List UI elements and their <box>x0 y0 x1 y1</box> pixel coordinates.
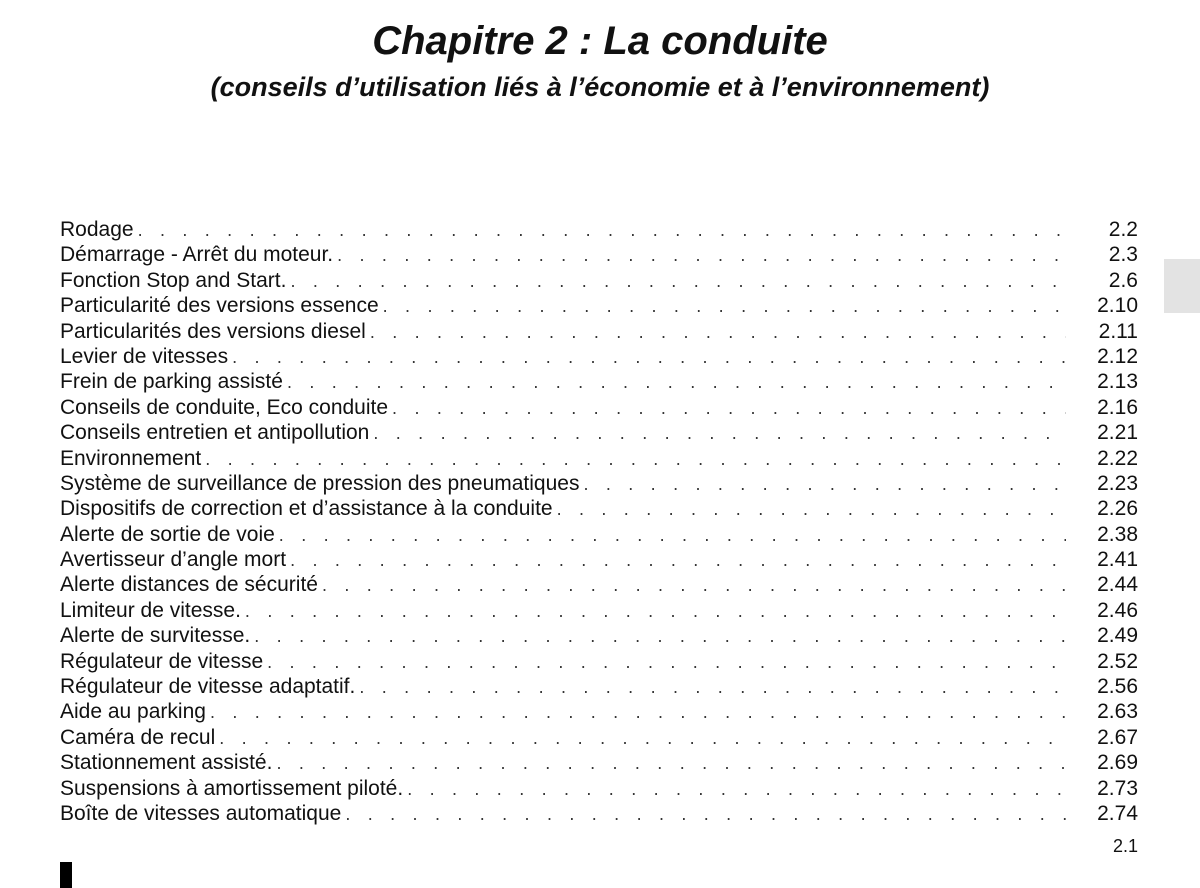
toc-entry[interactable] <box>60 572 1138 597</box>
toc-entry[interactable] <box>60 776 1138 801</box>
toc-leader-dots <box>557 497 1066 521</box>
toc-leader-dots <box>276 751 1066 775</box>
toc-entry-label: Conseils de conduite, Eco conduite <box>60 395 389 419</box>
toc-entry-page: 2.12 <box>1097 344 1138 368</box>
toc-entry[interactable] <box>60 598 1138 623</box>
toc-entry[interactable] <box>60 344 1138 369</box>
toc-entry[interactable] <box>60 420 1138 445</box>
toc-entry[interactable] <box>60 674 1138 699</box>
toc-entry-page: 2.10 <box>1097 294 1138 318</box>
toc-leader-dots <box>383 294 1066 318</box>
toc-entry[interactable] <box>60 750 1138 775</box>
toc-entry-page: 2.11 <box>1098 319 1138 343</box>
toc-entry-label: Conseils entretien et antipollution <box>60 421 370 445</box>
toc-entry-page: 2.73 <box>1097 776 1138 800</box>
chapter-subtitle: (conseils d’utilisation liés à l’économie et à l’environnement) <box>210 72 990 102</box>
toc-entry-page: 2.67 <box>1097 725 1138 749</box>
toc-leader-dots <box>232 345 1066 369</box>
toc-entry-page: 2.13 <box>1097 370 1138 394</box>
toc-entry-page: 2.74 <box>1097 801 1138 825</box>
toc-entry[interactable] <box>60 623 1138 648</box>
toc-entry-page: 2.2 <box>1108 218 1138 241</box>
toc-entry[interactable] <box>60 522 1138 547</box>
toc-entry-label: Dispositifs de correction et d’assistance à la conduite <box>60 497 553 521</box>
toc-entry-label: Régulateur de vitesse <box>60 649 264 673</box>
toc-leader-dots <box>345 802 1066 826</box>
toc-leader-dots <box>267 650 1066 674</box>
toc-entry-page: 2.38 <box>1097 522 1138 546</box>
toc-leader-dots <box>322 573 1066 597</box>
toc-entry[interactable] <box>60 649 1138 674</box>
chapter-title: Chapitre 2 : La conduite <box>372 19 828 63</box>
toc-entry-label: Environnement <box>60 446 202 470</box>
toc-entry-label: Alerte distances de sécurité <box>60 573 318 597</box>
toc-leader-dots <box>279 523 1066 547</box>
toc-entry[interactable] <box>60 725 1138 750</box>
toc-entry[interactable] <box>60 801 1138 826</box>
toc-entry[interactable] <box>60 446 1138 471</box>
toc-entry-page: 2.23 <box>1097 471 1138 495</box>
toc-entry-page: 2.49 <box>1097 624 1138 648</box>
toc-entry[interactable] <box>60 547 1138 572</box>
toc-entry[interactable] <box>60 369 1138 394</box>
toc-entry-label: Alerte de sortie de voie <box>60 522 275 546</box>
toc-leader-dots <box>337 243 1066 267</box>
table-of-contents <box>60 217 1138 826</box>
toc-entry[interactable] <box>60 217 1138 242</box>
toc-entry-label: Suspensions à amortissement piloté. <box>60 776 404 800</box>
toc-entry-label: Régulateur de vitesse adaptatif. <box>60 675 356 699</box>
toc-entry-page: 2.6 <box>1108 268 1138 292</box>
toc-entry-label: Alerte de survitesse. <box>60 624 251 648</box>
toc-entry[interactable] <box>60 496 1138 521</box>
toc-leader-dots <box>254 624 1066 648</box>
toc-entry-label: Rodage <box>60 218 134 241</box>
toc-entry-label: Aide au parking <box>60 700 206 724</box>
toc-leader-dots <box>210 700 1066 724</box>
toc-leader-dots <box>205 447 1066 471</box>
toc-entry-label: Démarrage - Arrêt du moteur. <box>60 243 334 267</box>
toc-leader-dots <box>583 472 1066 496</box>
toc-entry-label: Limiteur de vitesse. <box>60 598 241 622</box>
toc-entry-page: 2.52 <box>1097 649 1138 673</box>
toc-leader-dots <box>392 396 1066 420</box>
toc-leader-dots <box>287 370 1066 394</box>
toc-leader-dots <box>290 269 1066 293</box>
toc-leader-dots <box>290 548 1066 572</box>
toc-entry-page: 2.16 <box>1097 395 1138 419</box>
toc-entry-label: Stationnement assisté. <box>60 751 273 775</box>
toc-leader-dots <box>370 320 1066 344</box>
toc-entry[interactable] <box>60 395 1138 420</box>
toc-entry-label: Frein de parking assisté <box>60 370 283 394</box>
toc-leader-dots <box>359 675 1066 699</box>
toc-leader-dots <box>219 726 1066 750</box>
toc-entry-page: 2.26 <box>1097 497 1138 521</box>
toc-entry-page: 2.41 <box>1097 548 1138 572</box>
toc-entry[interactable] <box>60 268 1138 293</box>
toc-entry[interactable] <box>60 319 1138 344</box>
toc-entry-page: 2.3 <box>1108 243 1138 267</box>
toc-entry-page: 2.22 <box>1097 446 1138 470</box>
toc-entry[interactable] <box>60 242 1138 267</box>
toc-entry-page: 2.63 <box>1097 700 1138 724</box>
toc-leader-dots <box>373 421 1066 445</box>
toc-entry-page: 2.46 <box>1097 598 1138 622</box>
toc-entry-label: Particularité des versions essence <box>60 294 379 318</box>
toc-leader-dots <box>245 599 1066 623</box>
toc-entry-label: Caméra de recul <box>60 725 216 749</box>
toc-entry-label: Levier de vitesses <box>60 344 229 368</box>
toc-entry-label: Boîte de vitesses automatique <box>60 801 342 825</box>
toc-entry-label: Fonction Stop and Start. <box>60 268 287 292</box>
toc-entry[interactable] <box>60 699 1138 724</box>
toc-entry-label: Avertisseur d’angle mort <box>60 548 287 572</box>
toc-entry-page: 2.56 <box>1097 675 1138 699</box>
toc-entry-page: 2.21 <box>1097 421 1138 445</box>
toc-entry[interactable] <box>60 471 1138 496</box>
toc-leader-dots <box>138 218 1066 242</box>
toc-entry-label: Particularités des versions diesel <box>60 319 366 343</box>
toc-entry-page: 2.69 <box>1097 751 1138 775</box>
chapter-side-tab <box>1164 259 1200 313</box>
corner-print-mark <box>60 862 72 888</box>
toc-entry-page: 2.44 <box>1097 573 1138 597</box>
page-number: 2.1 <box>1112 836 1138 856</box>
toc-leader-dots <box>407 777 1066 801</box>
toc-entry-label: Système de surveillance de pression des pneumatiques <box>60 471 580 495</box>
toc-entry[interactable] <box>60 293 1138 318</box>
